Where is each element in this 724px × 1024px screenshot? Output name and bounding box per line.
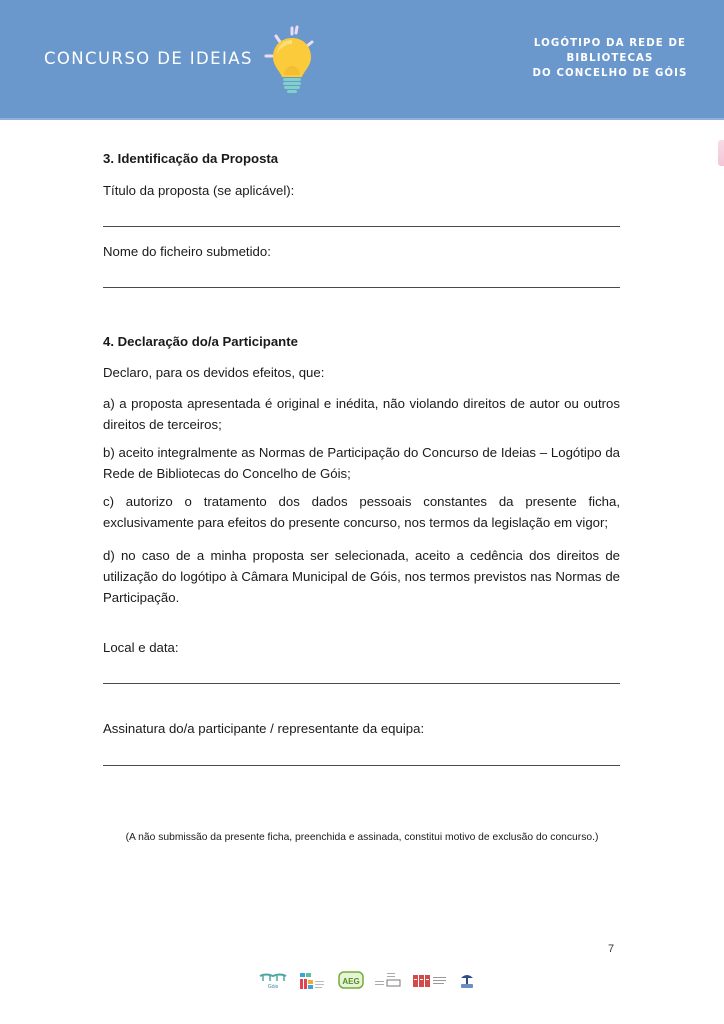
- declaration-item-c: c) autorizo o tratamento dos dados pessoais constantes da presente ficha, exclusivamente para efeitos do presente concurso, nos termos da legislação em vigor;: [103, 494, 620, 530]
- declaration-item-b: b) aceito integralmente as Normas de Participação do Concurso de Ideias – Logótipo da Rede de Bibliotecas do Concelho de Góis;: [103, 445, 620, 481]
- partner-logo-colorful: [298, 971, 328, 991]
- header-subtitle-line: LOGÓTIPO DA REDE DE: [533, 38, 687, 49]
- gois-logo-text: Góis: [267, 984, 279, 990]
- declaration-item-a: a) a proposta apresentada é original e inédita, não violando direitos de autor ou outros direitos de terceiros;: [103, 396, 620, 432]
- header-subtitle-line: DO CONCELHO DE GÓIS: [532, 68, 688, 79]
- aeg-logo-text: AEG: [342, 977, 360, 986]
- field-label-proposal-title: Título da proposta (se aplicável):: [103, 183, 295, 198]
- field-label-place-date: Local e data:: [103, 640, 179, 655]
- field-label-file-name: Nome do ficheiro submetido:: [103, 244, 271, 259]
- header-subtitle: [520, 36, 700, 81]
- file-name-input-line[interactable]: [103, 287, 620, 288]
- proposal-title-input-line[interactable]: [103, 226, 620, 227]
- declaration-intro: Declaro, para os devidos efeitos, que:: [103, 365, 325, 380]
- partner-logo-blue: [458, 971, 476, 991]
- declaration-item-d: d) no caso de a minha proposta ser selecionada, aceito a cedência dos direitos de utilização do logótipo à Câmara Municipal de Góis, nos termos previstos nas Normas de Participação.: [103, 548, 620, 605]
- rbe-logo: [412, 971, 448, 991]
- field-label-signature: Assinatura do/a participante / representante da equipa:: [103, 721, 425, 736]
- section-heading-identification: 3. Identificação da Proposta: [103, 151, 279, 166]
- signature-input-line[interactable]: [103, 765, 620, 766]
- partner-logo-gray: [374, 971, 402, 991]
- place-date-input-line[interactable]: [103, 683, 620, 684]
- section-heading-declaration: 4. Declaração do/a Participante: [103, 334, 298, 349]
- gois-municipality-logo: [258, 971, 288, 991]
- decorative-side-mark: [718, 140, 724, 166]
- brand-title: CONCURSO DE IDEIAS: [44, 49, 253, 68]
- partner-logos: [258, 970, 476, 992]
- exclusion-note: (A não submissão da presente ficha, preenchida e assinada, constitui motivo de exclusão do concurso.): [125, 832, 599, 843]
- page-number: 7: [608, 943, 615, 955]
- aeg-logo: [338, 971, 364, 991]
- header-banner: [0, 0, 724, 120]
- lightbulb-icon: [262, 22, 322, 98]
- header-subtitle-line: BIBLIOTECAS: [566, 53, 654, 64]
